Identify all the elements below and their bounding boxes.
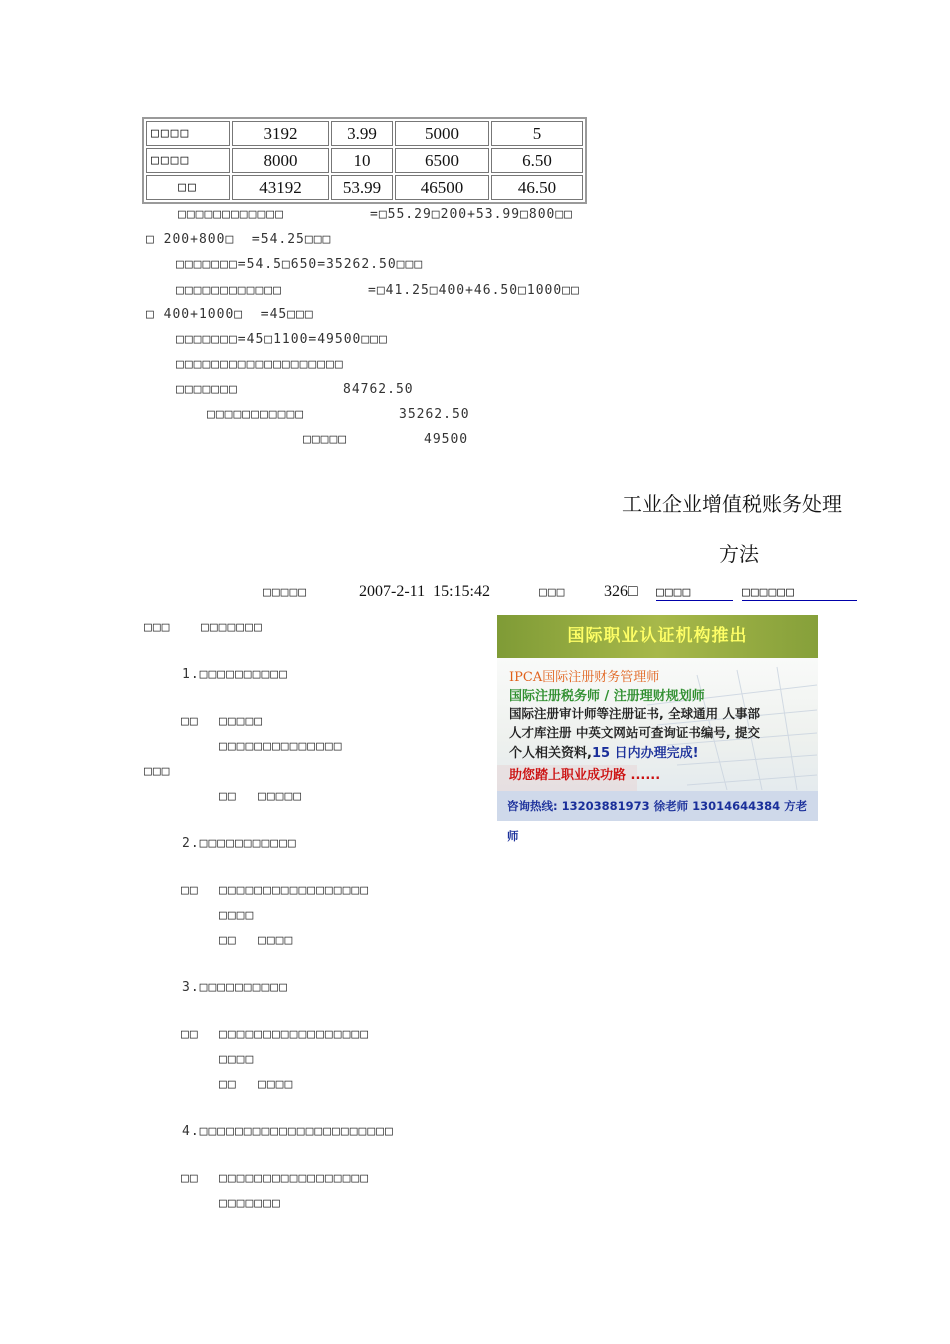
ad-line: 国际注册税务师 / 注册理财规划师 [509, 689, 705, 704]
ad-line-part: 个人相关资料, [509, 746, 592, 761]
ad-header: 国际职业认证机构推出 [497, 615, 818, 658]
article-title-cont: 方法 [719, 542, 759, 566]
ledger-table [142, 117, 587, 204]
table-cell: □□□□ [146, 148, 230, 173]
entry-text: □□□□□ [219, 714, 264, 729]
meta-label: □□□□□ [263, 585, 308, 600]
entry-text: □□□□□ [258, 789, 303, 804]
entry-text: □□□□□□□□□□□□□□□□□ [219, 1027, 370, 1042]
entry-cr: □□ [219, 789, 237, 804]
entry-text: □□□□ [258, 933, 294, 948]
intro-text: □□□ [144, 620, 171, 635]
calc-line: □□□□□□□□□□□□□□□□□□□ [176, 357, 344, 372]
journal-entry-value: 35262.50 [399, 407, 470, 422]
table-cell: □□ [146, 175, 230, 200]
meta-link[interactable]: □□□□□□ [742, 585, 857, 601]
entry-text: □□□□□□□ [219, 1196, 281, 1211]
table-row [146, 175, 583, 200]
calc-line: =□55.29□200+53.99□800□□ [370, 207, 574, 222]
calc-line: □□□□□□□□□□□□ [178, 207, 284, 222]
entry-text: □□□□ [219, 1052, 255, 1067]
table-cell: 10 [331, 148, 393, 173]
journal-entry-value: 84762.50 [343, 382, 414, 397]
entry-text: □□□□□□□□□□□□□□□□□ [219, 883, 370, 898]
table-row [146, 148, 583, 173]
entry-dr: □□ [181, 1027, 199, 1042]
entry-cr: □□ [219, 933, 237, 948]
table-cell: 3.99 [331, 121, 393, 146]
section-heading: 2.□□□□□□□□□□□ [182, 836, 297, 851]
table-cell: 8000 [232, 148, 329, 173]
ad-line: 人才库注册 中英文网站可查询证书编号, 提交 [509, 725, 760, 740]
entry-text: □□□□ [219, 908, 255, 923]
table-cell: 5 [491, 121, 583, 146]
ad-line: 助您踏上职业成功路 ...... [509, 768, 661, 783]
table-cell: 5000 [395, 121, 489, 146]
entry-text: □□□ [144, 764, 171, 779]
section-heading: 3.□□□□□□□□□□ [182, 980, 288, 995]
entry-dr: □□ [181, 1171, 199, 1186]
entry-dr: □□ [181, 883, 199, 898]
journal-entry-label: □□□□□ [303, 432, 348, 447]
journal-entry-label: □□□□□□□□□□□ [207, 407, 305, 422]
intro-text: □□□□□□□ [201, 620, 263, 635]
journal-entry-value: 49500 [424, 432, 469, 447]
calc-line: □□□□□□□=54.5□650=35262.50□□□ [176, 257, 424, 272]
views-count: 326□ [604, 583, 638, 600]
table-cell: 53.99 [331, 175, 393, 200]
calc-line: □□□□□□□=45□1100=49500□□□ [176, 332, 388, 347]
table-cell: 46500 [395, 175, 489, 200]
ad-banner[interactable] [497, 615, 818, 843]
table-cell: 6.50 [491, 148, 583, 173]
entry-text: □□□□□□□□□□□□□□ [219, 739, 343, 754]
table-cell: 46.50 [491, 175, 583, 200]
ad-hotline: 咨询热线: 13203881973 徐老师 13014644384 方老师 [497, 791, 818, 821]
article-title: 工业企业增值税账务处理 [622, 492, 842, 516]
table-cell: □□□□ [146, 121, 230, 146]
table-cell: 43192 [232, 175, 329, 200]
journal-entry-label: □□□□□□□ [176, 382, 238, 397]
entry-dr: □□ [181, 714, 199, 729]
calc-line: □□□□□□□□□□□□ [176, 283, 282, 298]
views-label: □□□ [539, 585, 566, 600]
table-cell: 3192 [232, 121, 329, 146]
entry-text: □□□□□□□□□□□□□□□□□ [219, 1171, 370, 1186]
section-heading: 4.□□□□□□□□□□□□□□□□□□□□□□ [182, 1124, 394, 1139]
calc-line: □ 200+800□ =54.25□□□ [146, 232, 332, 247]
meta-link[interactable]: □□□□ [656, 585, 733, 601]
calc-line: =□41.25□400+46.50□1000□□ [368, 283, 580, 298]
entry-cr: □□ [219, 1077, 237, 1092]
table-cell: 6500 [395, 148, 489, 173]
ad-line-highlight: 15 日内办理完成! [591, 746, 699, 761]
calc-line: □ 400+1000□ =45□□□ [146, 307, 314, 322]
entry-text: □□□□ [258, 1077, 294, 1092]
ad-line: 国际注册审计师等注册证书, 全球通用 人事部 [509, 706, 760, 721]
ad-line: IPCA国际注册财务管理师 [509, 670, 660, 685]
section-heading: 1.□□□□□□□□□□ [182, 667, 288, 682]
post-datetime: 2007-2-11 15:15:42 [359, 583, 490, 600]
table-row [146, 121, 583, 146]
ad-line [509, 742, 699, 761]
